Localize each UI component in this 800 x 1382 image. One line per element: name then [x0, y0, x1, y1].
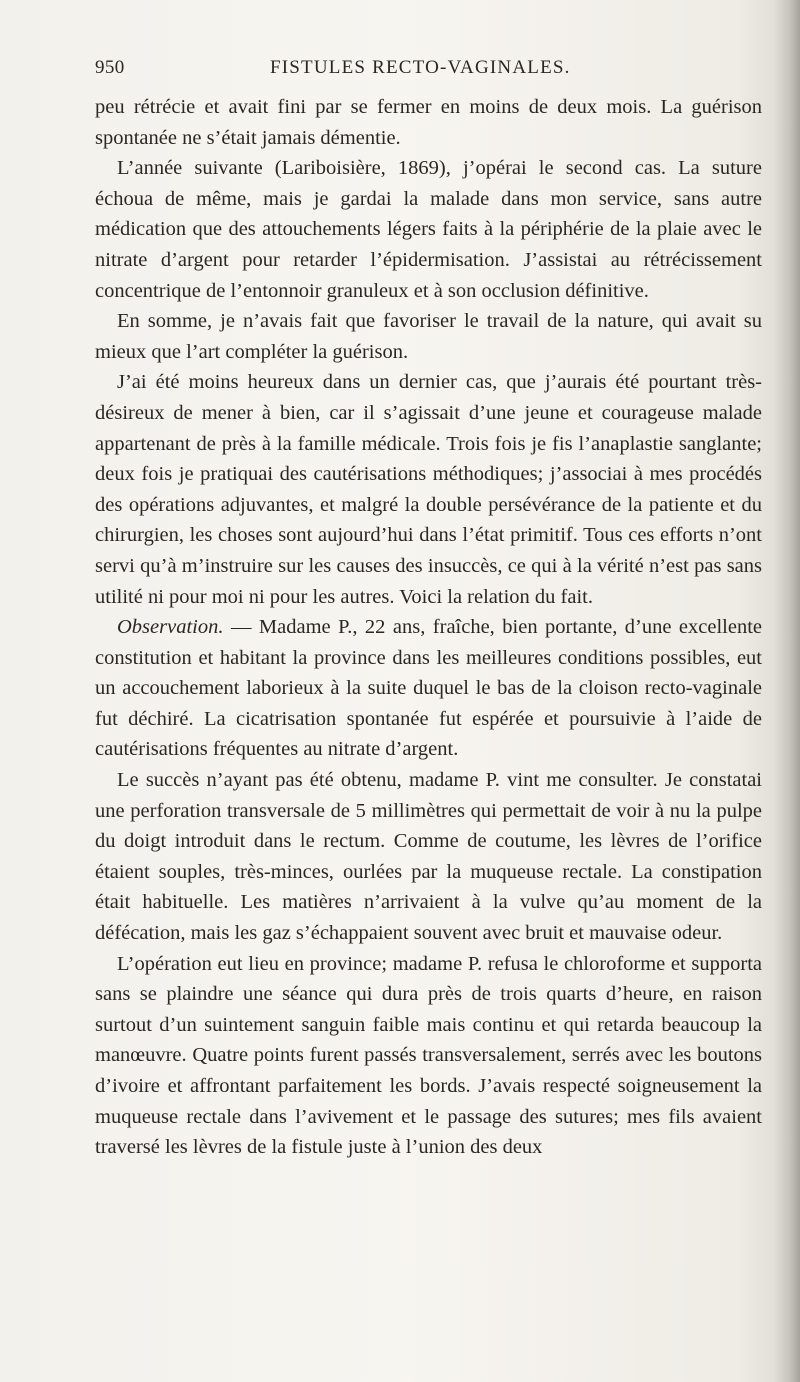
- paragraph: peu rétrécie et avait fini par se fermer en moins de deux mois. La guérison spontanée ne s’était jamais démentie.: [95, 96, 762, 149]
- paragraph: L’opération eut lieu en province; madame P. refusa le chloroforme et supporta sans se plaindre une séance qui dura près de trois quarts d’heure, en raison surtout d’un suintement sanguin faible mais continu et qui retarda beaucoup la manœuvre. Quatre points furent passés transversalement, serrés avec les boutons d’ivoire et affrontant parfaitement les bords. J’avais respecté soigneusement la muqueuse rectale dans l’avivement et le passage des sutures; mes fils avaient traversé les lèvres de la fistule juste à l’union des deux: [95, 952, 762, 1159]
- running-title: FISTULES RECTO-VAGINALES.: [270, 57, 571, 78]
- paragraph: L’année suivante (Lariboisière, 1869), j’opérai le second cas. La suture échoua de même, mais je gardai la malade dans mon service, sans autre médication que des attouchements légers faits à la périphérie de la plaie avec le nitrate d’argent pour retarder l’épidermisation. J’assistai au rétrécissement concentrique de l’entonnoir granuleux et à son occlusion définitive.: [95, 157, 762, 302]
- observation-label: Observation.: [117, 616, 224, 639]
- observation-text: — Madame P., 22 ans, fraîche, bien portante, d’une excellente constitution et habitant la province dans les meilleures conditions possibles, eut un accouchement laborieux à la suite duquel le bas de la cloison recto-vaginale fut déchiré. La cicatrisation spontanée fut espérée et poursuivie à l’aide de cautérisations fréquentes au nitrate d’argent.: [95, 616, 762, 761]
- paragraph: En somme, je n’avais fait que favoriser le travail de la nature, qui avait su mieux que l’art compléter la guérison.: [95, 310, 762, 363]
- observation-paragraph: [95, 612, 762, 765]
- paragraph: J’ai été moins heureux dans un dernier cas, que j’aurais été pourtant très-désireux de mener à bien, car il s’agissait d’une jeune et courageuse malade appartenant de près à la famille médicale. Trois fois je fis l’anaplastie sanglante; deux fois je pratiquai des cautérisations méthodiques; j’associai à mes procédés des opérations adjuvantes, et malgré la double persévérance de la patiente et du chirurgien, les choses sont aujourd’hui dans l’état primitif. Tous ces efforts n’ont servi qu’à m’instruire sur les causes des insuccès, ce qui à la vérité n’est pas sans utilité ni pour moi ni pour les autres. Voici la relation du fait.: [95, 371, 762, 608]
- page-number: 950: [95, 57, 125, 78]
- body-text: [95, 92, 762, 1163]
- page-edge-shadow: [774, 0, 800, 1382]
- paragraph: Le succès n’ayant pas été obtenu, madame P. vint me consulter. Je constatai une perforation transversale de 5 millimètres qui permettait de voir à nu la pulpe du doigt introduit dans le rectum. Comme de coutume, les lèvres de l’orifice étaient souples, très-minces, ourlées par la muqueuse rectale. La constipation était habituelle. Les matières n’arrivaient à la vulve qu’au moment de la défécation, mais les gaz s’échappaient souvent avec bruit et mauvaise odeur.: [95, 769, 762, 945]
- page-header: [95, 57, 762, 83]
